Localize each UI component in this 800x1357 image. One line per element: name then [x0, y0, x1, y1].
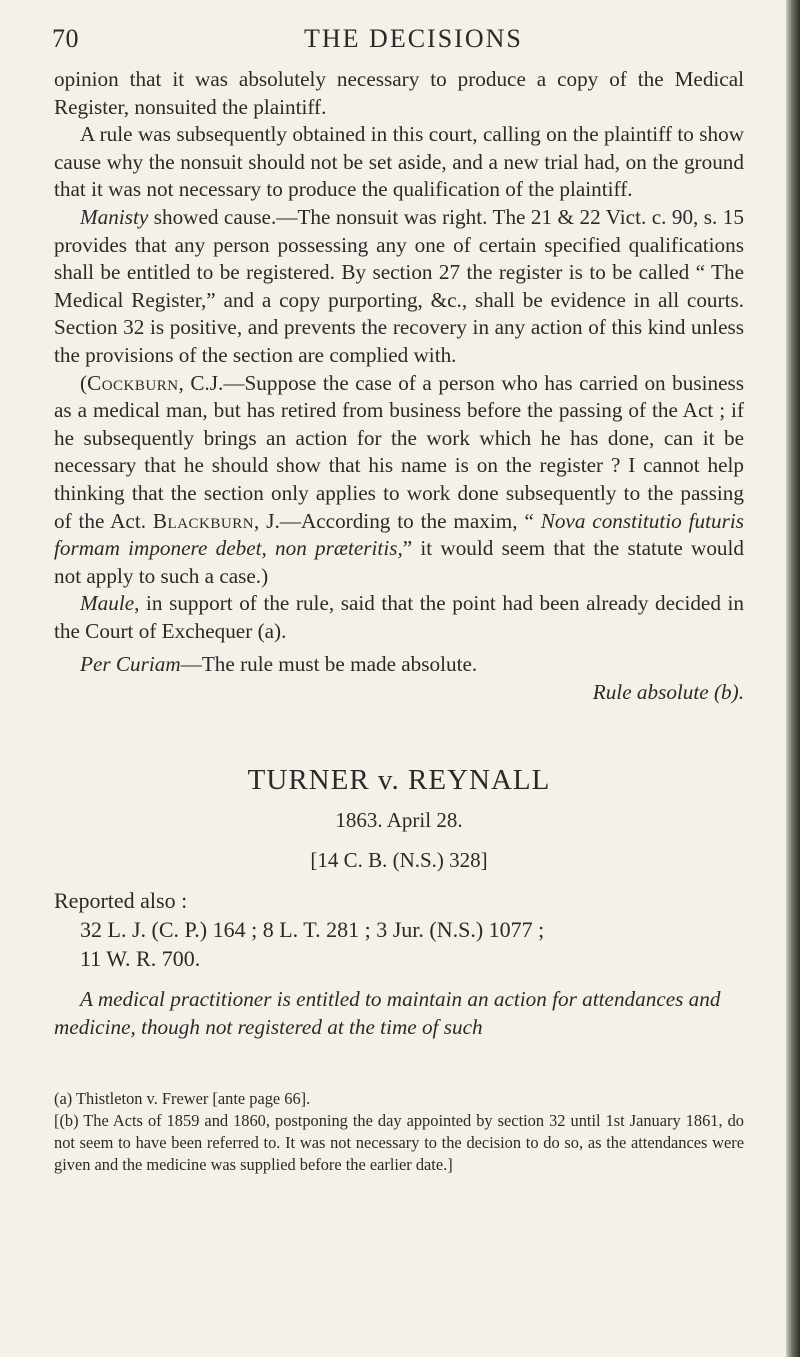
headnote: A medical practitioner is entitled to maintain an action for attendances and medicine, though not registered at the time of such	[54, 987, 721, 1039]
reported-citations-2: 11 W. R. 700.	[80, 946, 201, 971]
paragraph-2: A rule was subsequently obtained in this court, calling on the plaintiff to show cause why the nonsuit should not be set aside, and a new trial had, on the ground that it was not necessary to produce the qualification of the plaintiff.	[54, 122, 744, 202]
reported-citations-1: 32 L. J. (C. P.) 164 ; 8 L. T. 281 ; 3 Jur. (N.S.) 1077 ;	[80, 917, 545, 942]
reported-also	[54, 886, 744, 973]
case-date: 1863. April 28.	[335, 808, 463, 832]
paren-open: (	[80, 370, 88, 395]
case-citation: [14 C. B. (N.S.) 328]	[310, 848, 488, 872]
paragraph-6-text: —The rule must be made absolute.	[180, 652, 478, 677]
footnote-b: [(b) The Acts of 1859 and 1860, postponing the day appointed by section 32 until 1st January 1861, do not seem to have been referred to. It was not necessary to the decision to do so, as the attendances were given and the medicine was supplied before the earlier date.]	[54, 1111, 744, 1174]
paragraph-3-text: showed cause.—The nonsuit was right. The 21 & 22 Vict. c. 90, s. 15 provides that any person possessing any one of certain specified qualifications shall be entitled to be registered. By section 27 the register is to be called “ The Medical Register,” and a copy purporting, &c., shall be evidence in all courts. Section 32 is positive, and prevents the recovery in any action of this kind unless the provisions of the section are complied with.	[54, 204, 744, 367]
running-header	[52, 24, 742, 58]
rule-absolute	[54, 679, 744, 707]
paragraph-4	[54, 370, 744, 591]
running-title: THE DECISIONS	[304, 24, 523, 53]
paragraph-4-text-3: ” it would seem that the statute would not apply to such a case.)	[54, 536, 744, 588]
footnote-a: (a) Thistleton v. Frewer [ante page 66].	[54, 1089, 311, 1108]
latin-maxim: Nova constitutio futuris formam imponere debet, non præteritis,	[54, 508, 744, 561]
paragraph-3	[54, 204, 744, 370]
paragraph-6	[54, 651, 744, 679]
rule-absolute-text: Rule absolute (b).	[592, 680, 744, 705]
page-number: 70	[52, 24, 79, 53]
paragraph-5	[54, 590, 744, 645]
case-title: TURNER v. REYNALL	[247, 764, 551, 796]
footnotes	[54, 1088, 744, 1176]
counsel-name-maule: Maule	[80, 591, 135, 616]
per-curiam: Per Curiam	[80, 652, 181, 677]
paragraph-4-text-1: , C.J.—Suppose the case of a person who has carried on business as a medical man, but has retired from business before the passing of the Act ; if he subsequently brings an action for the work which he has done, can it be necessary that he should show that his name is on the register ? I cannot help thinking that the section only applies to work done subsequently to the passing of the Act.	[54, 370, 744, 533]
main-text	[54, 66, 744, 707]
case-section	[54, 764, 744, 1041]
paragraph-4-text-2: , J.—According to the maxim, “	[254, 508, 541, 533]
judge-name-cockburn: Cockburn	[87, 370, 179, 395]
paragraph-1: opinion that it was absolutely necessary to produce a copy of the Medical Register, nonsuited the plaintiff.	[54, 67, 744, 119]
page-edge-shadow	[786, 0, 800, 1357]
reported-label: Reported also :	[54, 888, 188, 913]
paragraph-5-text: , in support of the rule, said that the point had been already decided in the Court of Exchequer (a).	[54, 591, 744, 643]
judge-name-blackburn: Blackburn	[152, 508, 255, 533]
counsel-name-manisty: Manisty	[80, 204, 149, 229]
